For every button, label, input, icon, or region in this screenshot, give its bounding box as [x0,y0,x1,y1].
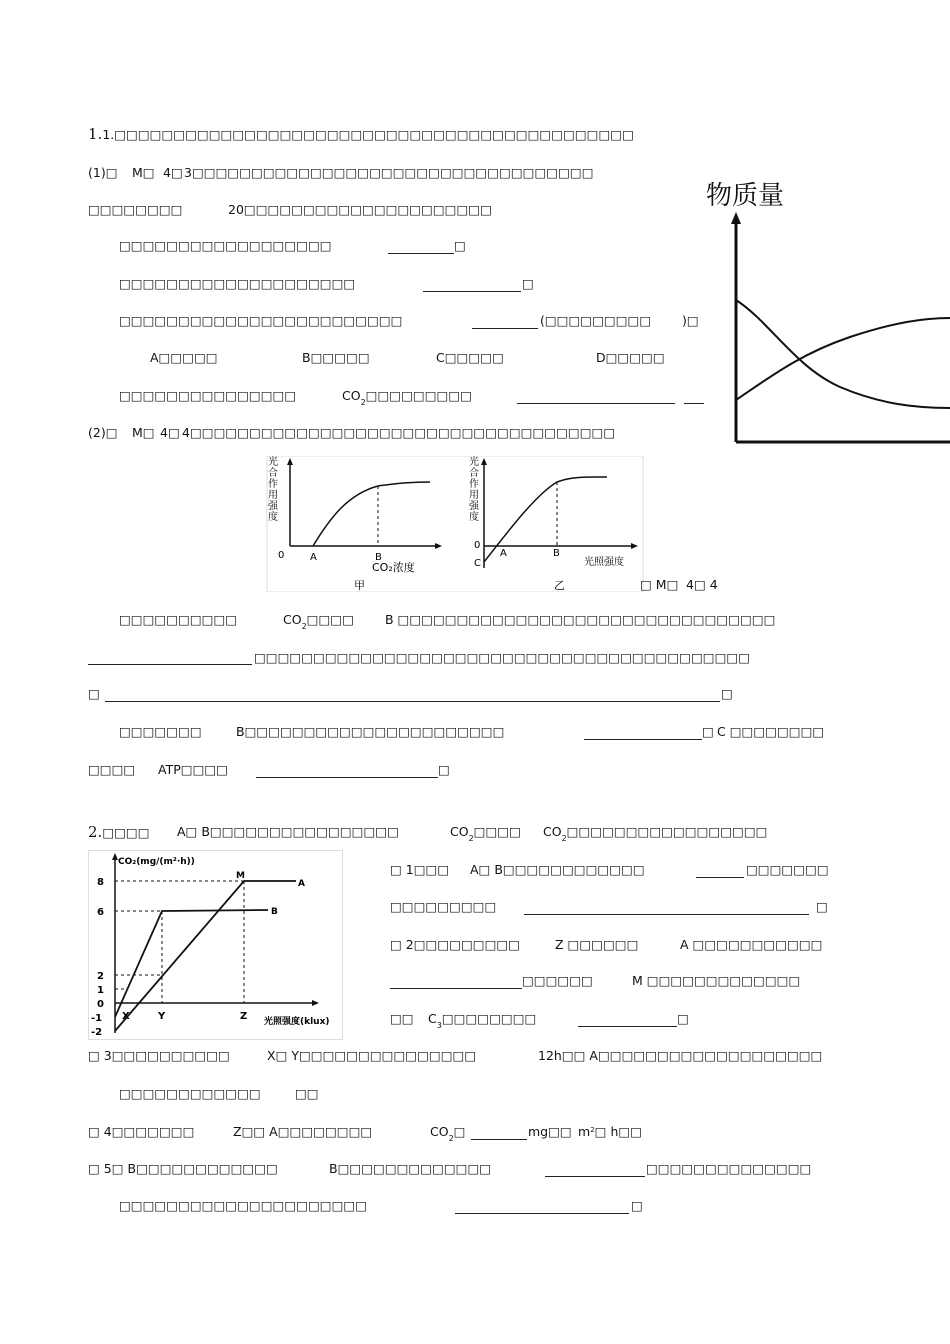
q2-item3: □ 3□□□□□□□□□□ [88,1048,230,1063]
q1-sub8-c: C □□□□□□□□ [717,724,825,739]
decreasing-curve [736,300,950,408]
yi-tick-b: B [553,548,560,559]
q2-item3-xy: X□ Y□□□□□□□□□□□□□□□ [267,1048,477,1063]
q2-item5b-end: □ [631,1198,643,1213]
figure-jia-yi [262,456,644,592]
yi-caption: 乙 [554,579,565,592]
q1-sub2-end: □ [522,276,534,291]
q2-item5-b: B□□□□□□□□□□□□□ [329,1161,492,1176]
chart-xlabel: 光照强度(klux) [264,1017,330,1027]
jia-origin: 0 [278,550,285,561]
answer-blank-7[interactable] [584,739,702,740]
answer-blank-2[interactable] [423,291,521,292]
q2-item3b: □□□□□□□□□□□□ [119,1086,261,1101]
q2-intro-co2b: $CO_2□□□□□□□□□□□□□□□□□$ [543,824,768,843]
q2-item5-end: □□□□□□□□□□□□□□ [646,1161,812,1176]
q2-item2b-end: □□□□□□ [522,973,593,988]
q1-sub3-paren: (□□□□□□□□□ [540,313,652,328]
q2-item2c-c3: $C_3□□□□□□□□$ [428,1011,537,1030]
chart-ylabel: CO₂(mg/(m²·h)) [118,857,195,867]
q1-sub4: □□□□□□□□□□□□□□□ [119,388,297,403]
q2-item1b: □□□□□□□□□ [390,899,497,914]
q1-sub8-end: □ [702,724,714,739]
q1-part2-fig: 4□ [160,425,180,440]
chart-x-ticks [122,1011,247,1022]
point-m-label: M [236,871,245,881]
jia-ylabel-1: 光 [268,457,278,468]
answer-blank-4[interactable] [517,403,675,404]
yi-tick-a: A [500,548,507,559]
fig-ref-num: 4□ 4 [686,577,718,592]
jia-tick-b: B [375,552,382,563]
yi-ylabel-1: 光 [469,457,479,468]
jia-ylabel-3: 作 [268,479,278,490]
answer-blank-1[interactable] [388,253,454,254]
y-tick-label: 8 [97,877,104,888]
q1-part2-text: 4□□□□□□□□□□□□□□□□□□□□□□□□□□□□□□□□□□□□ [182,425,616,440]
yi-ylabel-3: 作 [469,479,479,490]
q1-sub8: □□□□□□□ [119,724,202,739]
q2-intro: 2.□□□□ [88,823,150,841]
chart-y-ticks [91,877,104,1038]
y-tick-label: 6 [97,907,104,918]
q1-sub9-atp: ATP□□□□ [158,762,228,777]
q1-part1-m: M□ [132,165,155,180]
q2-item2c: □□ [390,1011,414,1026]
y-tick-label: -2 [91,1027,103,1038]
q1-part1b: □□□□□□□□ [88,202,183,217]
jia-ylabel-4: 用 [268,490,278,501]
q2-item2: □ 2□□□□□□□□□ [390,937,521,952]
q2-item1: □ 1□□□ [390,862,450,877]
q1-sub5-tail: B □□□□□□□□□□□□□□□□□□□□□□□□□□□□□□□□ [385,612,776,627]
yi-tick-c: C [474,558,481,569]
jia-ylabel-2: 合 [268,468,278,479]
y-tick-label: 2 [97,971,104,982]
q2-item1-end: □□□□□□□ [746,862,829,877]
q1-sub4-co2: $CO_2□□□□□□□□□$ [342,388,472,407]
y-axis-arrow [731,212,741,224]
q1-part2-m: M□ [132,425,155,440]
q1-sub3-end: )□ [682,313,699,328]
figure-yi [469,456,638,592]
q2-item3b-end: □□ [295,1086,319,1101]
answer-blank-11[interactable] [390,988,522,989]
figure-title: 物质量 [706,181,785,211]
q1-part2: (2)□ [88,425,118,440]
q2-intro-ab: A□ B□□□□□□□□□□□□□□□□ [177,824,399,839]
jia-curve [313,482,430,546]
q1-sub1: □□□□□□□□□□□□□□□□□□ [119,238,332,253]
answer-blank-15[interactable] [455,1213,629,1214]
option-c: C□□□□□ [436,350,504,365]
answer-blank-14[interactable] [545,1176,645,1177]
q2-item3-12h: 12h□□ A□□□□□□□□□□□□□□□□□□□ [538,1048,823,1063]
co2-light-chart [88,850,343,1040]
jia-xlabel: CO₂浓度 [372,561,415,574]
fig-ref-m: □ M□ [640,577,679,592]
yi-ylabel-2: 合 [469,468,479,479]
yi-ylabel-4: 用 [469,490,479,501]
jia-caption: 甲 [354,579,365,592]
q1-sub7-close: □ [721,686,733,701]
series-a-label: A [298,879,305,889]
answer-blank-5[interactable] [88,664,252,665]
answer-blank-8[interactable] [256,777,438,778]
q1-sub8-b: B□□□□□□□□□□□□□□□□□□□□□□ [236,724,505,739]
answer-blank-3[interactable] [472,328,538,329]
yi-ylabel-6: 度 [469,512,479,523]
q2-item2c-end: □ [677,1011,689,1026]
substance-amount-figure [700,172,950,452]
answer-blank-6[interactable] [105,701,720,702]
answer-blank-9[interactable] [696,877,744,878]
q2-item4-z: Z□□ A□□□□□□□□ [233,1124,373,1139]
q1-sub1-end: □ [454,238,466,253]
q1-part1-text: 3□□□□□□□□□□□□□□□□□□□□□□□□□□□□□□□□□□ [184,165,594,180]
q2-item2-z: Z □□□□□□ [555,937,639,952]
q1-part1: (1)□ [88,165,118,180]
jia-ylabel-6: 度 [268,512,278,523]
q2-intro-co2a: $CO_2□□□□$ [450,824,521,843]
yi-ylabel-5: 强 [469,501,479,512]
q2-item2b-m: M □□□□□□□□□□□□□ [632,973,801,988]
option-a: A□□□□□ [150,350,218,365]
y-tick-label: 1 [97,985,104,996]
q2-item4-unit: $m^2□$ h□□ [578,1124,642,1139]
q2-item4-mg: mg□□ [528,1124,572,1139]
q2-item4-co2: $CO_2□$ [430,1124,466,1143]
answer-blank-13[interactable] [471,1139,527,1140]
q1-sub5-co2: $CO_2□□□□$ [283,612,354,631]
x-tick-label: Y [158,1011,166,1022]
q2-item1-ab: A□ B□□□□□□□□□□□□ [470,862,645,877]
answer-blank-12[interactable] [578,1026,677,1027]
q1-sub9-end: □ [438,762,450,777]
q1-sub2: □□□□□□□□□□□□□□□□□□□□ [119,276,356,291]
x-tick-label: X [122,1011,130,1022]
chart-guides [115,881,244,1003]
q1-part1-fig: 4□ [163,165,183,180]
jia-tick-a: A [310,552,317,563]
q1-sub7-open: □ [88,686,100,701]
yi-xlabel: 光照强度 [584,557,624,568]
option-d: D□□□□□ [596,350,665,365]
q1-sub5: □□□□□□□□□□ [119,612,238,627]
q1-sub6: □□□□□□□□□□□□□□□□□□□□□□□□□□□□□□□□□□□□□□□□□□ [254,650,751,665]
series-b-line [115,910,268,1017]
answer-blank-10[interactable] [524,914,809,915]
q2-item5b: □□□□□□□□□□□□□□□□□□□□□ [119,1198,368,1213]
q1-sub9: □□□□ [88,762,136,777]
q1-sub3: □□□□□□□□□□□□□□□□□□□□□□□□ [119,313,403,328]
q1-intro: 1.1.□□□□□□□□□□□□□□□□□□□□□□□□□□□□□□□□□□□□□□□□□□□□ [88,125,634,143]
series-b-label: B [271,907,278,917]
q1-part1b-num: 20□□□□□□□□□□□□□□□□□□□□□ [228,202,492,217]
jia-ylabel-5: 强 [268,501,278,512]
q2-item4: □ 4□□□□□□□ [88,1124,195,1139]
figure-jia [268,456,442,592]
q2-item5: □ 5□ B□□□□□□□□□□□□ [88,1161,278,1176]
yi-origin: 0 [474,540,481,551]
y-tick-label: -1 [91,1013,103,1024]
x-tick-label: Z [240,1011,248,1022]
q2-item1b-end: □ [816,899,828,914]
q2-item2-a: A □□□□□□□□□□□ [680,937,823,952]
option-b: B□□□□□ [302,350,370,365]
y-tick-label: 0 [97,999,104,1010]
